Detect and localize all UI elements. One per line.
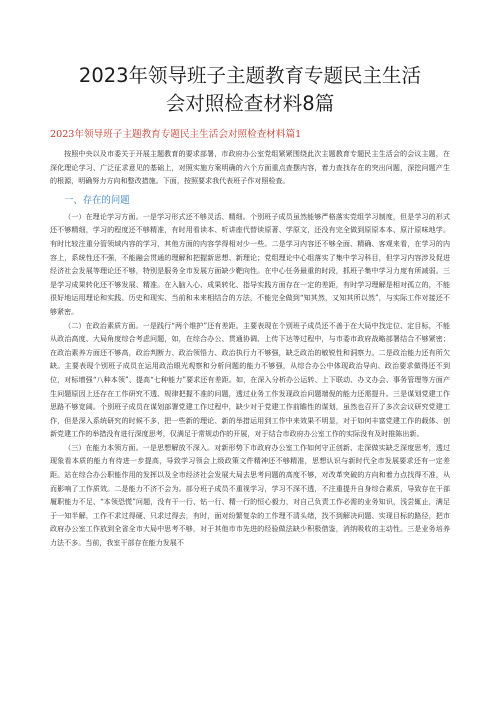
intro-paragraph: 按照中央以及市委关于开展主题教育的要求部署，市政府办公室党组紧紧围绕此次主题教育专题民主生活会的会议主题，在深化理论学习、广泛征求意见的基础上，对照实施方案明确的六个方面重点查摆内容，着力查找存在的突出问题，深挖问题产生的根源，明确努力方向和整改措施。下面，按照要求我代表班子作对照检查。 bbox=[50, 149, 450, 186]
paragraph-ability: （三）在能力本领方面。一是思想解放不深入。对新形势下市政府办公室工作如何守正创新、走深做实缺乏深度思考，透过现象看本质的能力有待进一步提高，导致学习领会上级政策文件精神还不够精准，思想认识与新时代全市发展要求还有一定差距。站在综合办公职能作用的发挥以及全市经济社会发展大局去思考问题的高度不够，对改革突破的方向和着力点找得不准，从而影响了工作质效。二是能力不济不会为。部分班子成员不重视学习，学习不深不透，不注重提升自身综合素质，导致存在干部履职能力不足、“本领恐慌”问题，没有干一行、钻一行、精一行的恒心毅力，对自己负责工作必需的业务知识，浅尝辄止，满足于一知半解，工作不求过得硬、只求过得去，有时，面对纷繁复杂的工作理不清头绪，找不到解决问题、实现目标的路径，把市政府办公室工作放到全省全市大局中思考不够，对于其他市市先进的经验做法缺少积极借鉴，消纳吸收的主动性。三是业务培养力法不多。当前，我室干部存在能力发展不 bbox=[50, 442, 450, 548]
paragraph-political-quality: （二）在政治素质方面。一是践行“两个维护”还有差距。主要表现在个别班子成员还不善于在大局中找定位、定目标，不能从政治高度、大局角度综合考虑问题，如，在综合办公、贯通协调、上传下达等过程中，与市委市政府战略部署结合不够紧密；在政治素养方面还不够高，政治判断力、政治领悟力、政治执行力不够强，缺乏政治的敏锐性和洞察力。二是政治能力还有所欠缺。主要表现个别班子成员在运用政治眼光观察和分析问题的能力不够强，从综合办公中体现政治导向、政治要求做得还不到位，对标增强“八种本领”、提高“七种能力”要求还有差距。如，在深入分析办公运转、上下联动、办文办会、事务管理等方面产生问题原因上还存在工作研究不透、规律把握不准的问题，透过业务工作发现政治问题端倪的能力还需提升。三是谋划党建工作思路不够宽阔。个别班子成员在谋划部署党建工作过程中，缺少对于党建工作前瞻性的谋划，虽然也召开了多次会议研究党建工作，但是深入系统研究的时候不多，把一些新的理论、新的举措运用到工作中来效果不明显，对于如何丰富党建工作的载体、创新党建工作的举措没有进行深度思考，仅满足于常规动作的开展，对于结合市政府办公室工作的实际没有及时推陈出新。 bbox=[50, 320, 450, 439]
document-title-line-2: 会对照检查材料8篇 bbox=[165, 92, 335, 115]
paragraph-theory-study: （一）在理论学习方面。一是学习形式还不够灵活、精细。个别班子成员虽然能够严格落实党组学习制度，但是学习的形式还不够精细，学习的程度还不够精准，有时用看读本、听讲座代替读原著、学原文，还没有完全做到原原本本、原汁原味地学。有时比较注重分管领域内容的学习，其他方面的内容学得相对少一些。二是学习内容还不够全面、精确、客观来看，在学习的内容上，系统性还不强，不能融会贯通的理解和把握新思想、新理论；党组理论中心组落实了集中学习科目，但学习内容涉及促进经济社会发展等理论还不够，特别是服务全市发展方面缺少靶向性。在中心任务最重的时段，抓班子集中学习力度有所减弱。三是学习成果转化还不够发展、精准。在入脑入心、成果转化、指导实践方面存在一定的差距，有时学习理解是相对孤立的，不能很好地运用理论和实践、历史和现实、当前和未来相结合的方法，不能完全做到“知其然，又知其所以然”，与实际工作对接还不够紧密。 bbox=[50, 211, 450, 316]
document-title bbox=[50, 62, 450, 118]
section-heading-problems: 一、存在的问题 bbox=[64, 194, 130, 206]
document-subtitle: 2023年领导班子主题教育专题民主生活会对照检查材料篇1 bbox=[50, 129, 302, 140]
document-title-line-1: 2023年领导班子主题教育专题民主生活 bbox=[78, 64, 422, 87]
